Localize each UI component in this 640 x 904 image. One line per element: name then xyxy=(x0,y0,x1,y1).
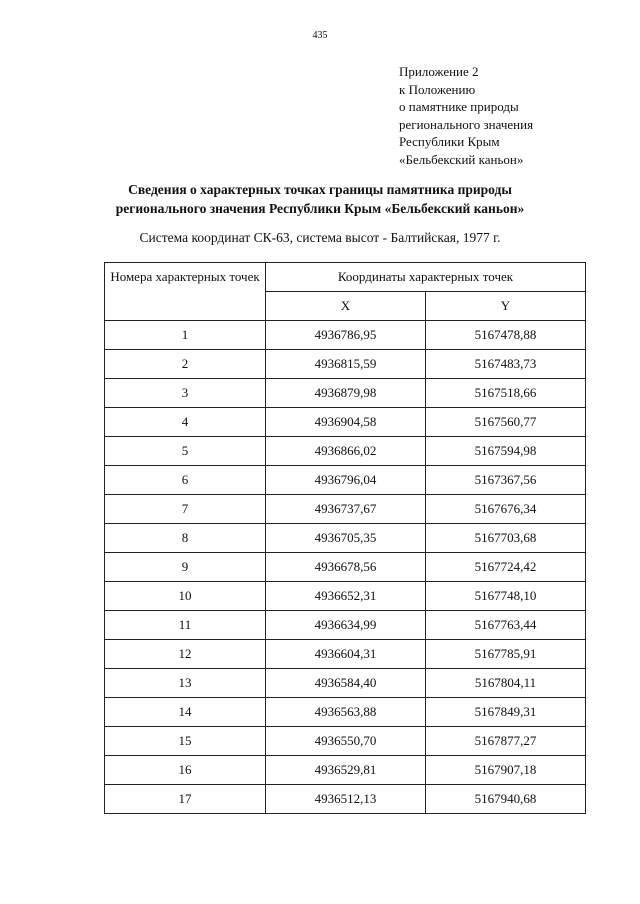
coordinate-system-note: Система координат СК-63, система высот - Балтийская, 1977 г. xyxy=(139,230,501,245)
cell-y: 5167594,98 xyxy=(426,437,586,466)
table-row xyxy=(105,379,586,408)
table-row xyxy=(105,582,586,611)
table-row xyxy=(105,408,586,437)
table-row xyxy=(105,698,586,727)
cell-point-number: 2 xyxy=(105,350,266,379)
table-row xyxy=(105,611,586,640)
document-title-line: регионального значения Республики Крым «Бельбекский каньон» xyxy=(115,201,525,216)
table-row xyxy=(105,495,586,524)
cell-y: 5167676,34 xyxy=(426,495,586,524)
cell-y: 5167763,44 xyxy=(426,611,586,640)
cell-y: 5167483,73 xyxy=(426,350,586,379)
cell-y: 5167804,11 xyxy=(426,669,586,698)
cell-point-number: 10 xyxy=(105,582,266,611)
cell-point-number: 7 xyxy=(105,495,266,524)
appendix-line: регионального значения xyxy=(399,116,534,132)
cell-x: 4936550,70 xyxy=(266,727,426,756)
cell-x: 4936584,40 xyxy=(266,669,426,698)
column-header-coordinates: Координаты характерных точек xyxy=(266,263,586,292)
column-header-x: X xyxy=(266,292,426,321)
coordinates-table xyxy=(104,262,586,814)
cell-point-number: 15 xyxy=(105,727,266,756)
cell-point-number: 6 xyxy=(105,466,266,495)
document-title-line: Сведения о характерных точках границы памятника природы xyxy=(128,182,512,197)
cell-point-number: 14 xyxy=(105,698,266,727)
cell-x: 4936866,02 xyxy=(266,437,426,466)
cell-x: 4936737,67 xyxy=(266,495,426,524)
table-row xyxy=(105,727,586,756)
appendix-note xyxy=(399,63,533,168)
appendix-line: Республики Крым xyxy=(399,134,500,149)
cell-x: 4936786,95 xyxy=(266,321,426,350)
table-row xyxy=(105,785,586,814)
cell-point-number: 3 xyxy=(105,379,266,408)
cell-y: 5167785,91 xyxy=(426,640,586,669)
page-number: 435 xyxy=(312,30,328,41)
cell-x: 4936563,88 xyxy=(266,698,426,727)
cell-x: 4936796,04 xyxy=(266,466,426,495)
cell-y: 5167703,68 xyxy=(426,524,586,553)
appendix-line: «Бельбекский каньон» xyxy=(399,151,524,167)
cell-x: 4936879,98 xyxy=(266,379,426,408)
cell-y: 5167849,31 xyxy=(426,698,586,727)
cell-y: 5167877,27 xyxy=(426,727,586,756)
cell-point-number: 13 xyxy=(105,669,266,698)
table-header xyxy=(105,263,586,321)
table-row xyxy=(105,640,586,669)
column-header-points: Номера характерных точек xyxy=(105,263,266,321)
cell-x: 4936512,13 xyxy=(266,785,426,814)
document-title xyxy=(60,180,580,218)
cell-point-number: 5 xyxy=(105,437,266,466)
cell-point-number: 4 xyxy=(105,408,266,437)
cell-point-number: 12 xyxy=(105,640,266,669)
cell-point-number: 8 xyxy=(105,524,266,553)
appendix-line: к Положению xyxy=(399,81,476,97)
cell-y: 5167940,68 xyxy=(426,785,586,814)
table-body xyxy=(105,321,586,814)
table-row xyxy=(105,669,586,698)
cell-x: 4936678,56 xyxy=(266,553,426,582)
table-row xyxy=(105,466,586,495)
table-row xyxy=(105,756,586,785)
cell-y: 5167560,77 xyxy=(426,408,586,437)
cell-x: 4936705,35 xyxy=(266,524,426,553)
cell-x: 4936604,31 xyxy=(266,640,426,669)
cell-y: 5167518,66 xyxy=(426,379,586,408)
appendix-line: Приложение 2 xyxy=(399,64,479,79)
cell-x: 4936529,81 xyxy=(266,756,426,785)
cell-y: 5167478,88 xyxy=(426,321,586,350)
table-row xyxy=(105,321,586,350)
table-row xyxy=(105,350,586,379)
cell-point-number: 9 xyxy=(105,553,266,582)
table-row xyxy=(105,524,586,553)
cell-y: 5167907,18 xyxy=(426,756,586,785)
cell-y: 5167367,56 xyxy=(426,466,586,495)
cell-point-number: 16 xyxy=(105,756,266,785)
cell-point-number: 11 xyxy=(105,611,266,640)
cell-point-number: 1 xyxy=(105,321,266,350)
column-header-y: Y xyxy=(426,292,586,321)
cell-y: 5167724,42 xyxy=(426,553,586,582)
cell-x: 4936634,99 xyxy=(266,611,426,640)
cell-x: 4936815,59 xyxy=(266,350,426,379)
table-row xyxy=(105,553,586,582)
table-header-row xyxy=(105,263,586,292)
cell-point-number: 17 xyxy=(105,785,266,814)
cell-x: 4936904,58 xyxy=(266,408,426,437)
cell-y: 5167748,10 xyxy=(426,582,586,611)
appendix-line: о памятнике природы xyxy=(399,99,519,114)
table-row xyxy=(105,437,586,466)
cell-x: 4936652,31 xyxy=(266,582,426,611)
